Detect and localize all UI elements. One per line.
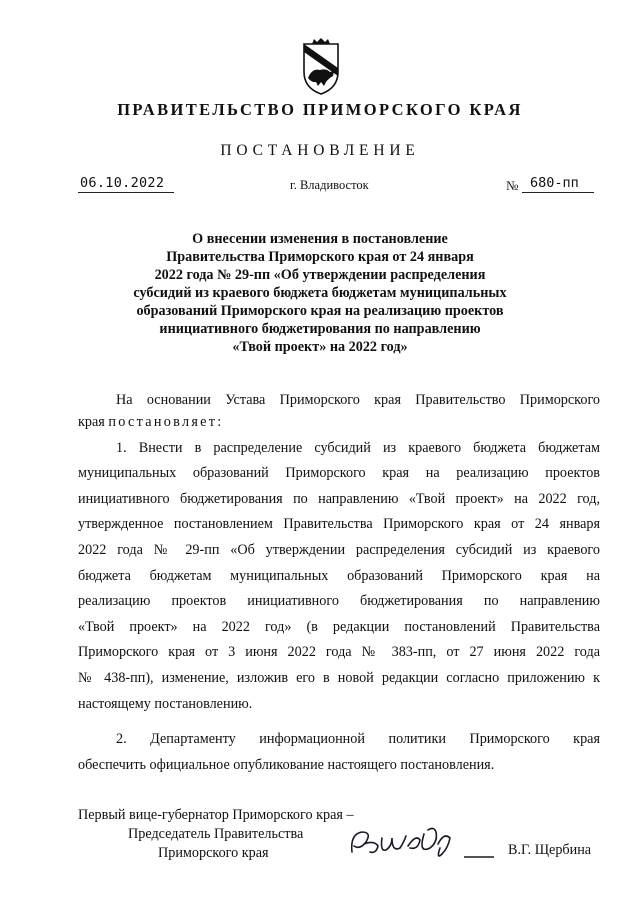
government-title: ПРАВИТЕЛЬСТВО ПРИМОРСКОГО КРАЯ [117,100,523,119]
document-subject [100,230,540,356]
subject-line: 2022 года № 29-пп «Об утверждении распределения [154,267,486,283]
signatory-position-line: Приморского края [158,845,269,861]
preamble-line [78,410,600,436]
document-type: ПОСТАНОВЛЕНИЕ [220,142,420,159]
document-number: 680-пп [530,175,579,191]
subject-line: инициативного бюджетирования по направлению [159,321,481,337]
paragraph-1-line: № 438-пп), изменение, изложив его в новой редакции согласно приложению к [78,669,600,686]
subject-line: образований Приморского края на реализацию проектов [136,303,504,319]
number-sign: № [506,178,519,193]
paragraph-1-line: «Твой проект» на 2022 год» (в редакции постановлений Правительства [78,618,600,635]
paragraph-1-line: муниципальных образований Приморского края на реализацию проектов [78,465,600,482]
resolves-word: постановляет: [108,414,224,430]
handwritten-signature-icon [346,824,496,864]
paragraph-2-line: 2. Департаменту информационной политики Приморского края [116,731,600,748]
paragraph-1-line: реализацию проектов инициативного бюджетирования по направлению [78,593,600,610]
document-city: г. Владивосток [290,178,369,192]
signatory-name: В.Г. Щербина [508,842,592,858]
signatory-position-line: Председатель Правительства [128,826,304,842]
document-date: 06.10.2022 [80,175,165,191]
signatory-position-line: Первый вице-губернатор Приморского края – [78,807,354,823]
preamble-line: На основании Устава Приморского края Правительство Приморского [116,392,600,408]
coat-of-arms-icon [298,38,344,96]
paragraph-1-line: настоящему постановлению. [78,695,253,712]
paragraph-1-line: утвержденное постановлением Правительства Приморского края от 24 января [78,516,600,533]
paragraph-1-line: 1. Внести в распределение субсидий из краевого бюджета бюджетам [116,439,600,456]
subject-line: Правительства Приморского края от 24 января [166,249,474,265]
paragraph-1-line: 2022 года № 29-пп «Об утверждении распределения субсидий из краевого [78,541,600,558]
document-body [78,391,600,778]
paragraph-2-line: обеспечить официальное опубликование настоящего постановления. [78,756,495,773]
subject-line: «Твой проект» на 2022 год» [232,339,408,355]
paragraph-1-line: Приморского края от 3 июня 2022 года № 383-пп, от 27 июня 2022 года [78,644,600,661]
subject-line: О внесении изменения в постановление [192,231,448,247]
subject-line: субсидий из краевого бюджета бюджетам муниципальных [133,285,507,301]
preamble-start: края [78,414,105,430]
paragraph-1-line: бюджета бюджетам муниципальных образований Приморского края на [78,567,600,584]
paragraph-1-line: инициативного бюджетирования по направлению «Твой проект» на 2022 год, [78,490,600,507]
